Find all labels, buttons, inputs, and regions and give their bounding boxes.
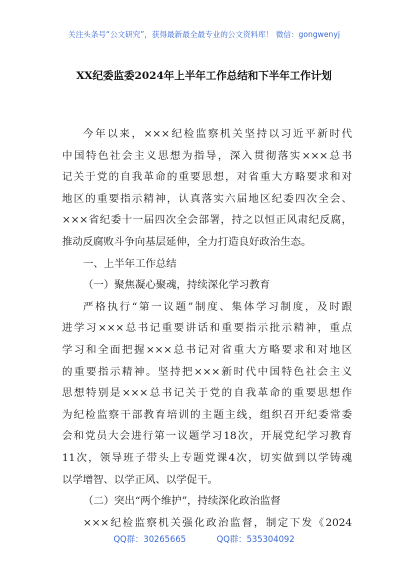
document-body (62, 124, 352, 534)
paragraph-line: 的重要指示精神。坚持把×××新时代中国特色社会主义 (62, 365, 352, 378)
paragraph-line: ×××省纪委十一届四次全会部署，持之以恒正风肃纪反腐， (62, 214, 352, 227)
paragraph-line: 会和党员大会进行第一议题学习18次，开展党纪学习教育 (62, 430, 352, 443)
paragraph-line: 今年以来，×××纪检监察机关坚持以习近平新时代 (83, 128, 352, 140)
subsection-heading: （二）突出“两个维护”，持续深化政治监督 (83, 495, 281, 508)
paragraph-line: 记关于党的自我革命的重要思想，对省重大方略要求和对 (62, 171, 352, 184)
paragraph-line: 推动反腐败斗争向基层延伸，全力打造良好政治生态。 (62, 235, 312, 248)
paragraph-line: ×××纪检监察机关强化政治监督，制定下发《2024 (83, 516, 352, 529)
paragraph-line: 11次，领导班子带头上专题党课4次，切实做到以学铸魂 (62, 451, 352, 464)
header-notice: 关注头条号“公文研究”，获得最新最全最专业的公文资料库！ 微信：gongwenyj (68, 30, 340, 39)
paragraph-line: 中国特色社会主义思想为指导，深入贯彻落实×××总书 (62, 149, 352, 162)
footer-qq-group-2: QQ群：535304092 (216, 534, 295, 544)
section-heading: 一、上半年工作总结 (83, 257, 177, 270)
paragraph-line: 以学增智、以学正风、以学促干。 (62, 473, 218, 486)
document-title: XX纪委监委2024年上半年工作总结和下半年工作计划 (76, 70, 332, 82)
paragraph-line: 思想特别是×××总书记关于党的自我革命的重要思想作 (62, 387, 352, 400)
paragraph-line: 学习和全面把握×××总书记对省重大方略要求和对地区 (62, 343, 352, 356)
paragraph-line: 严格执行“第一议题”制度、集体学习制度，及时跟 (83, 300, 352, 313)
footer-contacts (0, 533, 408, 545)
paragraph-line: 进学习×××总书记重要讲话和重要指示批示精神，重点 (62, 322, 352, 335)
paragraph-line: 为纪检监察干部教育培训的主题主线，组织召开纪委常委 (62, 408, 352, 421)
paragraph-line: 地区的重要指示精神，认真落实六届地区纪委四次全会、 (62, 192, 352, 205)
subsection-heading: （一）聚焦凝心聚魂，持续深化学习教育 (83, 279, 271, 292)
footer-qq-group-1: QQ群：30265665 (113, 534, 186, 544)
